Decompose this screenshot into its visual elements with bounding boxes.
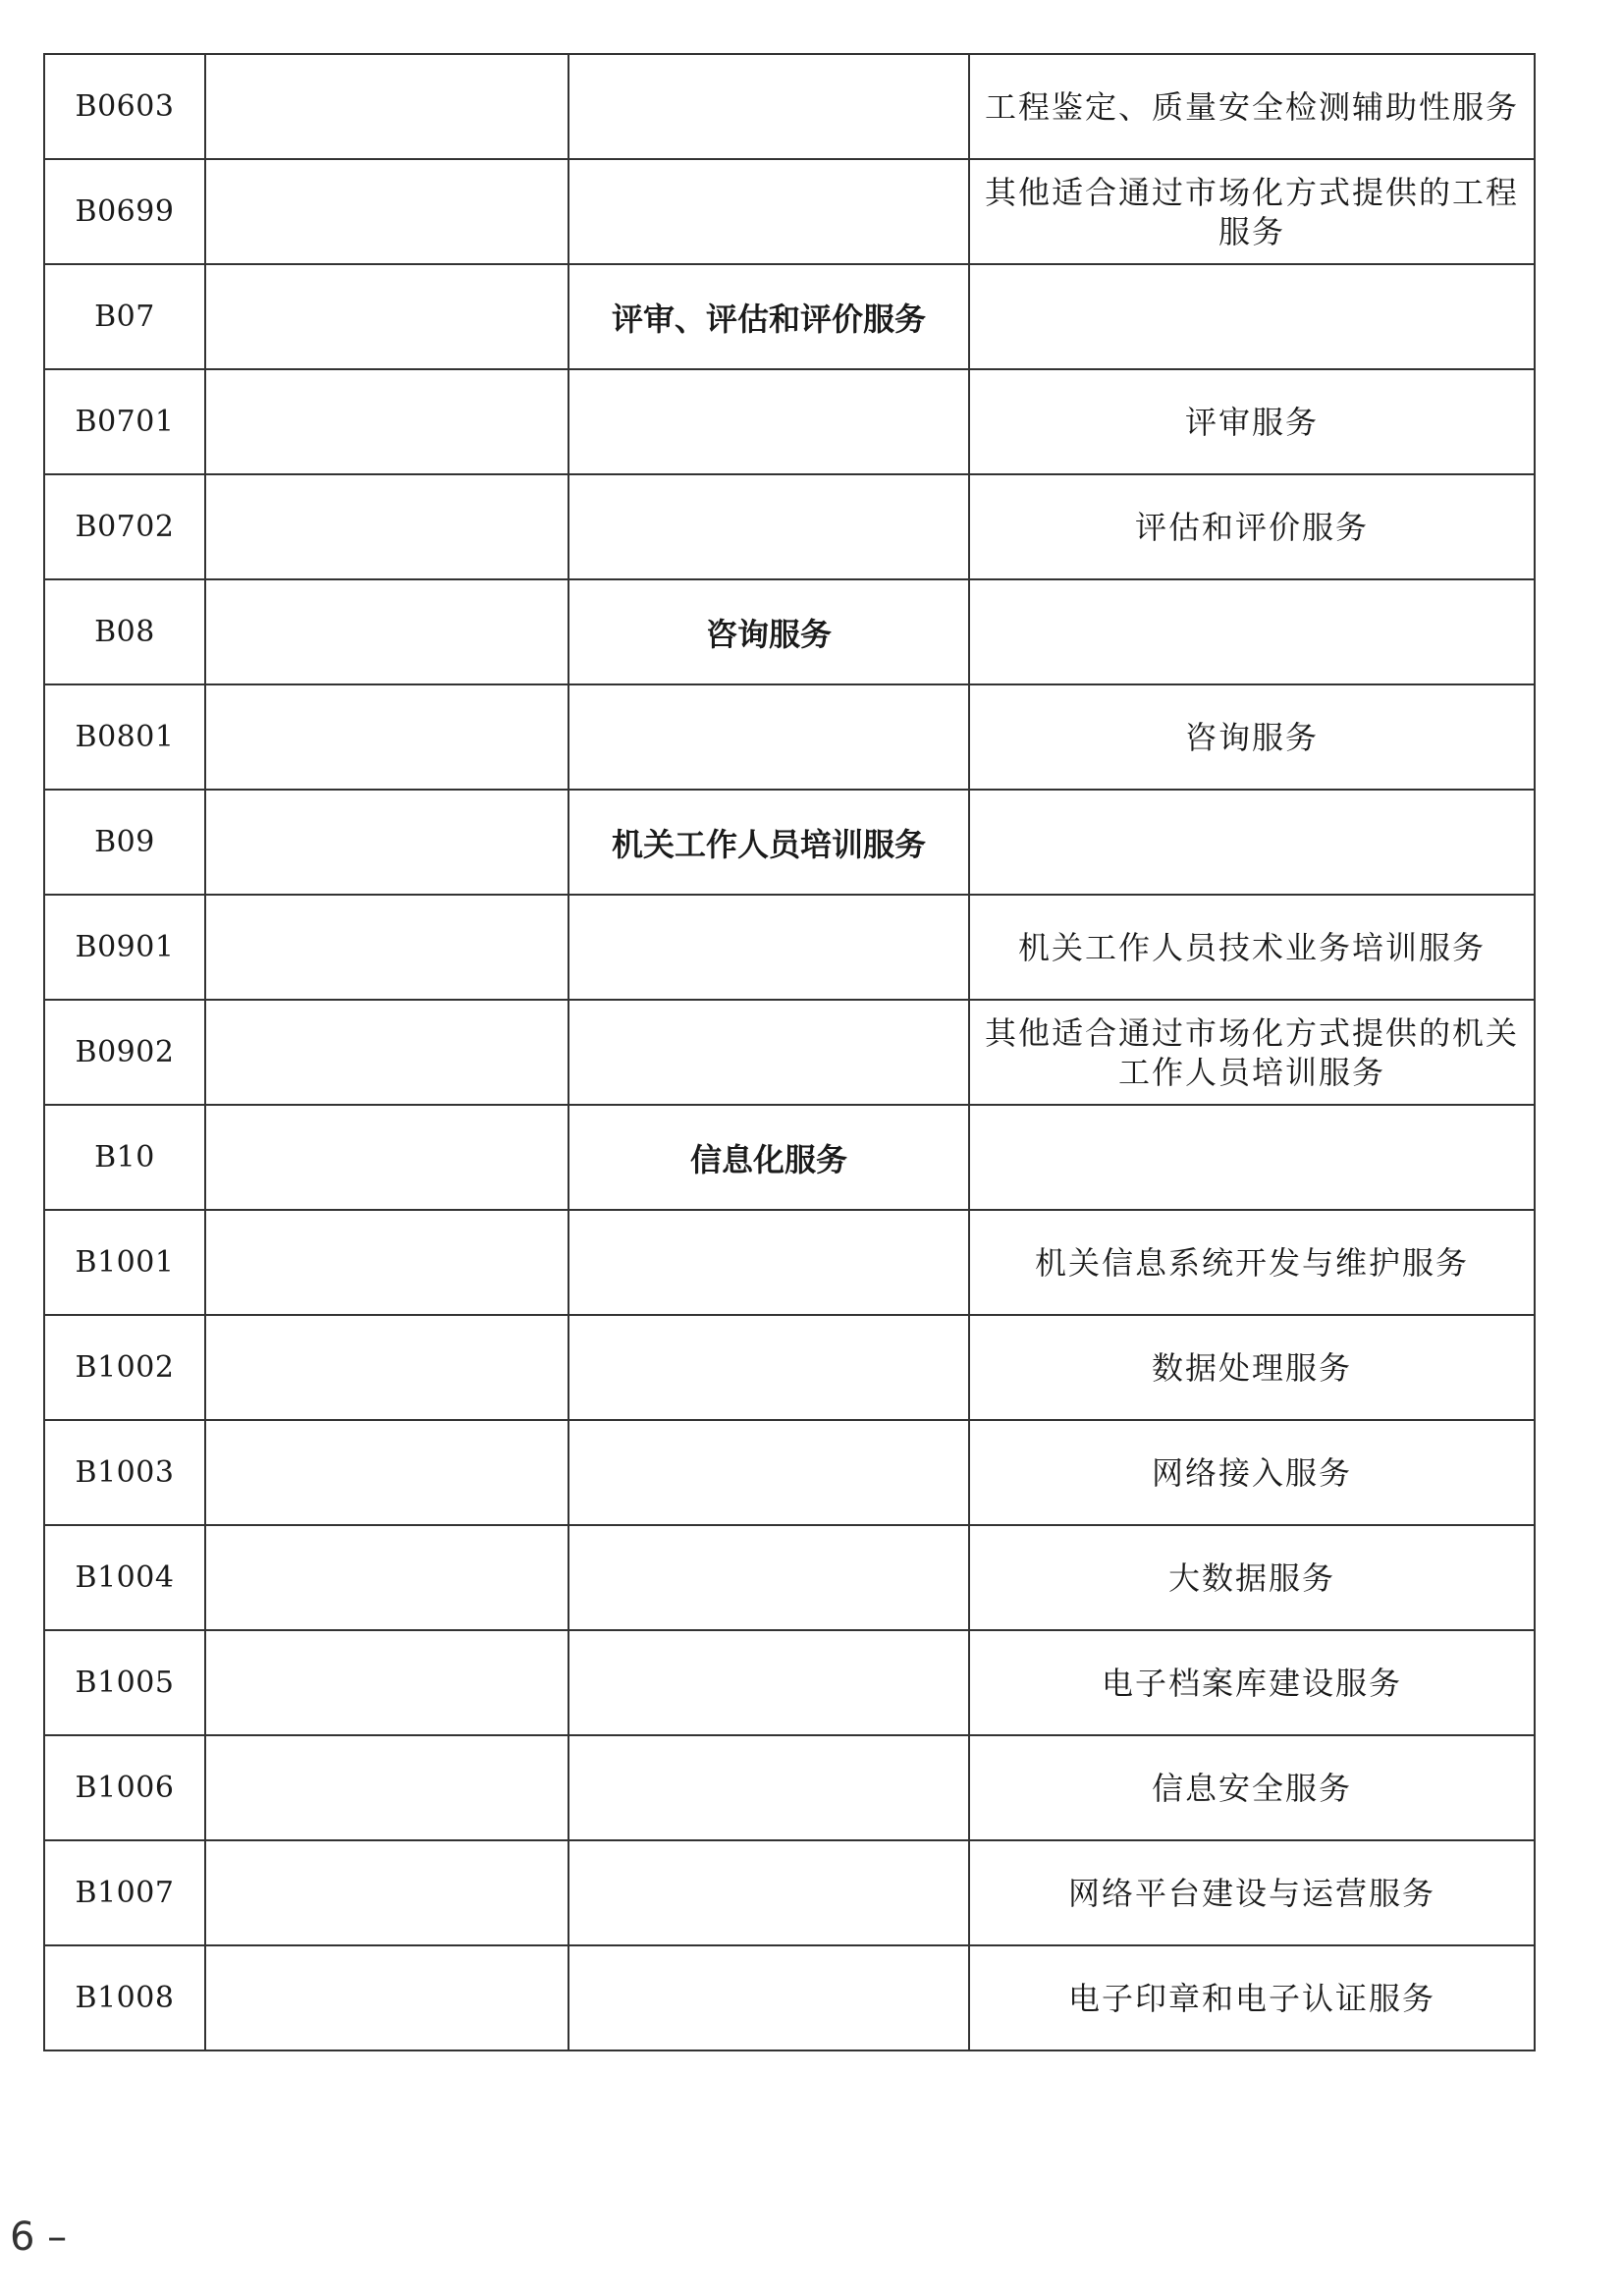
table-row [44, 579, 1535, 684]
table-row [44, 684, 1535, 790]
level1-cell [205, 895, 568, 1000]
code-cell: B0702 [44, 474, 205, 579]
level3-cell: 网络平台建设与运营服务 [969, 1840, 1535, 1945]
table-row [44, 1525, 1535, 1630]
code-cell: B0699 [44, 159, 205, 264]
code-cell: B10 [44, 1105, 205, 1210]
service-catalog-table [43, 53, 1536, 2051]
code-cell: B1001 [44, 1210, 205, 1315]
level1-cell [205, 579, 568, 684]
level2-cell: 机关工作人员培训服务 [568, 790, 969, 895]
level2-cell [568, 1315, 969, 1420]
level3-cell: 电子档案库建设服务 [969, 1630, 1535, 1735]
code-cell: B1002 [44, 1315, 205, 1420]
level3-cell: 其他适合通过市场化方式提供的工程 服务 [969, 159, 1535, 264]
catalog-table-body [44, 54, 1535, 2050]
level1-cell [205, 1840, 568, 1945]
level3-cell: 机关信息系统开发与维护服务 [969, 1210, 1535, 1315]
level1-cell [205, 1105, 568, 1210]
code-cell: B09 [44, 790, 205, 895]
level1-cell [205, 1525, 568, 1630]
level3-cell: 信息安全服务 [969, 1735, 1535, 1840]
level1-cell [205, 54, 568, 159]
level1-cell [205, 474, 568, 579]
code-cell: B1008 [44, 1945, 205, 2050]
level3-cell [969, 790, 1535, 895]
level2-cell [568, 895, 969, 1000]
level2-cell: 咨询服务 [568, 579, 969, 684]
code-cell: B0801 [44, 684, 205, 790]
code-cell: B07 [44, 264, 205, 369]
table-row [44, 790, 1535, 895]
table-row [44, 369, 1535, 474]
code-cell: B0701 [44, 369, 205, 474]
table-row [44, 1945, 1535, 2050]
code-cell: B0901 [44, 895, 205, 1000]
table-row [44, 1315, 1535, 1420]
level1-cell [205, 684, 568, 790]
level3-cell: 网络接入服务 [969, 1420, 1535, 1525]
level1-cell [205, 369, 568, 474]
level1-cell [205, 1630, 568, 1735]
code-cell: B1004 [44, 1525, 205, 1630]
level1-cell [205, 1420, 568, 1525]
page-number: 6 – [10, 2214, 68, 2260]
level3-cell: 咨询服务 [969, 684, 1535, 790]
level3-cell: 其他适合通过市场化方式提供的机关 工作人员培训服务 [969, 1000, 1535, 1105]
level3-cell: 评审服务 [969, 369, 1535, 474]
level1-cell [205, 1210, 568, 1315]
table-row [44, 1840, 1535, 1945]
table-row [44, 895, 1535, 1000]
level3-cell [969, 1105, 1535, 1210]
level1-cell [205, 790, 568, 895]
level1-cell [205, 1945, 568, 2050]
code-cell: B08 [44, 579, 205, 684]
table-row [44, 54, 1535, 159]
table-row [44, 474, 1535, 579]
level3-cell: 数据处理服务 [969, 1315, 1535, 1420]
level3-cell: 大数据服务 [969, 1525, 1535, 1630]
table-row [44, 1105, 1535, 1210]
code-cell: B0603 [44, 54, 205, 159]
code-cell: B1007 [44, 1840, 205, 1945]
table-row [44, 1210, 1535, 1315]
table-row [44, 1420, 1535, 1525]
level2-cell: 评审、评估和评价服务 [568, 264, 969, 369]
level3-cell: 评估和评价服务 [969, 474, 1535, 579]
level2-cell [568, 474, 969, 579]
level2-cell [568, 1525, 969, 1630]
level3-cell: 电子印章和电子认证服务 [969, 1945, 1535, 2050]
level2-cell [568, 1945, 969, 2050]
table-row [44, 1630, 1535, 1735]
level2-cell [568, 54, 969, 159]
level3-cell: 机关工作人员技术业务培训服务 [969, 895, 1535, 1000]
code-cell: B1006 [44, 1735, 205, 1840]
code-cell: B1005 [44, 1630, 205, 1735]
level2-cell [568, 1630, 969, 1735]
level3-cell: 工程鉴定、质量安全检测辅助性服务 [969, 54, 1535, 159]
table-row [44, 264, 1535, 369]
level2-cell [568, 159, 969, 264]
level2-cell [568, 1840, 969, 1945]
table-row [44, 1000, 1535, 1105]
table-row [44, 1735, 1535, 1840]
level1-cell [205, 1735, 568, 1840]
level2-cell: 信息化服务 [568, 1105, 969, 1210]
level2-cell [568, 369, 969, 474]
level2-cell [568, 1420, 969, 1525]
code-cell: B0902 [44, 1000, 205, 1105]
level1-cell [205, 264, 568, 369]
level2-cell [568, 1735, 969, 1840]
level2-cell [568, 684, 969, 790]
level3-cell [969, 579, 1535, 684]
level2-cell [568, 1000, 969, 1105]
level1-cell [205, 1315, 568, 1420]
table-row [44, 159, 1535, 264]
code-cell: B1003 [44, 1420, 205, 1525]
level2-cell [568, 1210, 969, 1315]
level1-cell [205, 1000, 568, 1105]
level1-cell [205, 159, 568, 264]
level3-cell [969, 264, 1535, 369]
